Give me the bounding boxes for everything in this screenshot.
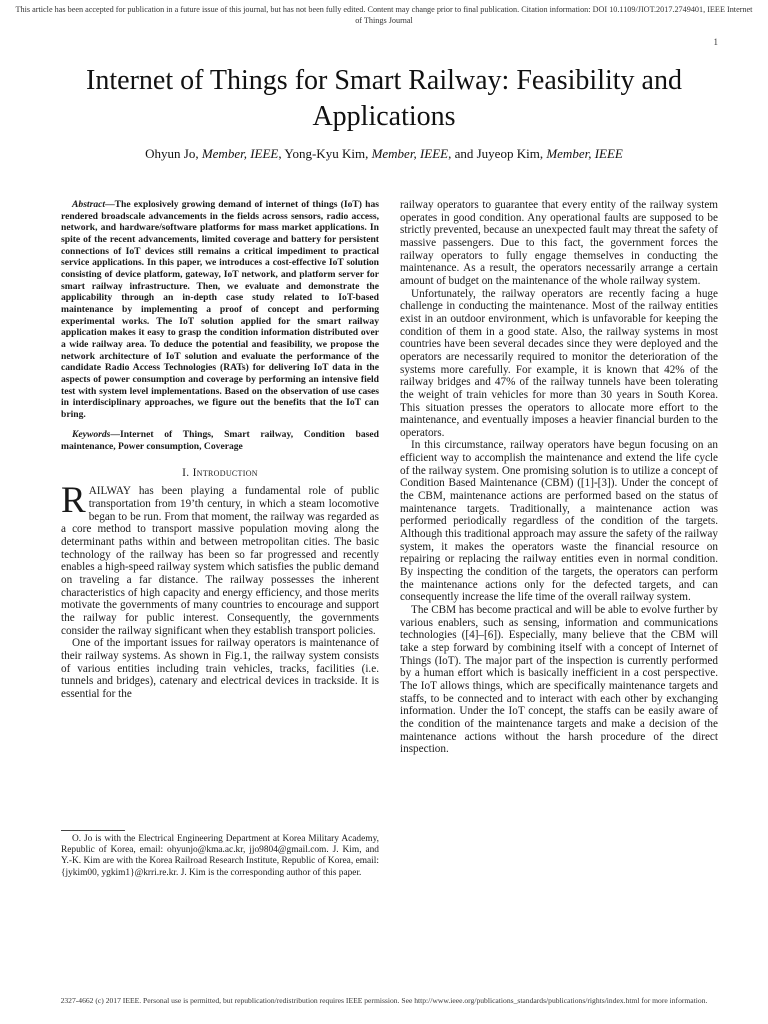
author-role: Member, IEEE (371, 146, 449, 161)
abstract-text: —The explosively growing demand of internet of things (IoT) has rendered broadscale advancements in the fields across sensors, radio access, network, and hardware/software platforms for mass market applications. In spite of the recent advancements, limited coverage and battery for persistent connections of IoT devices still remains a critical impediment to practical service applications. In this paper, we introduces a cost-effective IoT solution consisting of device platform, gateway, IoT network, and platform server for smart railway infrastructure. Then, we evaluate and demonstrate the applicability through an in-depth case study related to IoT-based maintenance by implementing a proof of concept and performing experimental works. The IoT solution applied for the smart railway application makes it easy to grasp the condition information distributed over a wide railway area. To deduce the potential and feasibility, we propose the network architecture of IoT solution and evaluate the performance of the candidate Radio Access Technologies (RATs) for delivering IoT data in the aspects of power consumption and coverage by performing an intensive field test with system level implementations. Based on the observation of use cases in interdisciplinary approaches, we figure out the benefits that the IoT can bring. (61, 199, 379, 420)
author-separator: , (278, 146, 285, 161)
section-title: Introduction (192, 466, 258, 479)
keywords (61, 429, 379, 452)
body-paragraph: railway operators to guarantee that every entity of the railway system operates in good condition. Any operational faults are supposed to be strictly prevented, because an unexpected fault may threat the safety of massive passengers. Due to this fact, the government forces the railway operators to fully engage themselves in conducting the maintenance. As a result, the operators necessarily arrange a certain amount of budget on the maintenance of the whole railway system. (400, 199, 718, 287)
right-column (400, 199, 718, 756)
author-separator: , (195, 146, 202, 161)
author-separator: , and (448, 146, 477, 161)
footnote-divider (61, 830, 125, 831)
author-name: Yong-Kyu Kim (284, 146, 366, 161)
paper-title: Internet of Things for Smart Railway: Feasibility and Applications (86, 65, 682, 132)
intro-paragraph (61, 480, 379, 637)
author-name: Juyeop Kim (476, 146, 540, 161)
author-separator: , (539, 146, 547, 161)
intro-first-word: AILWAY (88, 485, 131, 498)
author-role: Member, IEEE (546, 146, 623, 161)
copyright-footer: 2327-4662 (c) 2017 IEEE. Personal use is permitted, but republication/redistribution requires IEEE permission. See http://www.ieee.org/publications_standards/publications/rights/index.html for more information. (60, 996, 708, 1005)
intro-text: has been playing a fundamental role of public transportation from 19’th century, in which a steam locomotive began to be run. From that moment, the railway was regarded as a core method to transport massive population moving along the determinant paths within and between metropolitan cities. The basic technology of the railway has been so far progressed and recently enables a high-speed railway system which satisfies the public demand on traveling a far distance. The railway possesses the inherent characteristics of high capacity and energy efficiency, and those merits motivate the governments of many countries to encourage and support the railway for public interest. Consequently, the governments consider the railway significant when they establish transport policies. (61, 485, 379, 637)
author-separator: , (365, 146, 372, 161)
author-list (40, 146, 728, 162)
page-number: 1 (713, 37, 718, 47)
abstract (61, 199, 379, 420)
drop-cap: R (61, 480, 86, 522)
author-affiliation-footnote: O. Jo is with the Electrical Engineering Department at Korea Military Academy, Republic of Korea, email: ohyunjo@kma.ac.kr, jjo9804@gmail.com. J. Kim, and Y.-K. Kim are with the Korea Railroad Research Institute, Republic of Korea, email: {jykim00, ygkim1}@krri.re.kr. J. Kim is the corresponding author of this paper. (61, 834, 379, 878)
section-heading-introduction (61, 467, 379, 480)
journal-header-notice: This article has been accepted for publication in a future issue of this journal, but has not been fully edited. Content may change prior to final publication. Citation information: DOI 10.1109/JIOT.2017.2749401, IEEE Internet of Things Journal (15, 5, 753, 25)
body-paragraph: In this circumstance, railway operators have begun focusing on an efficient way to accomplish the maintenance and extend the life cycle of the railway system. One promising solution is to utilize a concept of Condition Based Maintenance (CBM) ([1]-[3]). Under the concept of the CBM, maintenance actions are performed based on the status of maintenance targets. Traditionally, a maintenance action was performed periodically regardless of the condition of the targets. Although this traditional approach may assure the safety of the railway system, it makes the operators waste the financial resource on repairing or replacing the railway entities even in normal condition. By inspecting the condition of the targets, the operators can perform the maintenance actions only for the defected targets, and can consequently increase the life time of the overall railway system. (400, 439, 718, 604)
body-paragraph: Unfortunately, the railway operators are recently facing a huge challenge in conducting the maintenance. Most of the railway entities exist in an outdoor environment, which is unfavorable for keeping the condition of them in a good state. Also, the railway systems in most countries have been several decades since they were deployed and the operators are necessarily required to monitor the deterioration of the systems more carefully. For example, it is known that 42% of the railway bridges and 47% of the railway tunnels have been tolerating the weight of train vehicles for more than 30 years in South Korea. This situation presses the operators to allocate more effort to the maintenance, and eventually imposes a heavier financial burden to the operators. (400, 287, 718, 439)
left-column (61, 199, 379, 701)
author-role: Member, IEEE (201, 146, 279, 161)
keywords-text: —Internet of Things, Smart railway, Condition based maintenance, Power consumption, Coverage (61, 429, 379, 453)
author-name: Ohyun Jo (145, 146, 196, 161)
intro-paragraph: One of the important issues for railway operators is maintenance of their railway systems. As shown in Fig.1, the railway system consists of various entities including train vehicles, tracks, facilities (i.e. tunnels and bridges), catenary and electrical devices in trackside. It is essential for the (61, 637, 379, 700)
section-number: I. (182, 466, 190, 479)
keywords-label: Keywords (72, 429, 111, 441)
body-paragraph: The CBM has become practical and will be able to evolve further by various enablers, such as sensing, information and communications technologies ([4]–[6]). Especially, many believe that the CBM will take a step forward by combining itself with a concept of Internet of Things (IoT). The major part of the inspection is currently performed by a human effort which is basically inefficient in a cost perspective. The IoT allows things, which are specifically maintenance targets and staffs, to be connected and to interact with each other by exchanging information. Under the IoT concept, the staffs can be easily aware of the condition of the maintenance targets and make a decision of the maintenance actions without the harsh procedure of the direct inspection. (400, 604, 718, 756)
abstract-label: Abstract (72, 199, 106, 210)
